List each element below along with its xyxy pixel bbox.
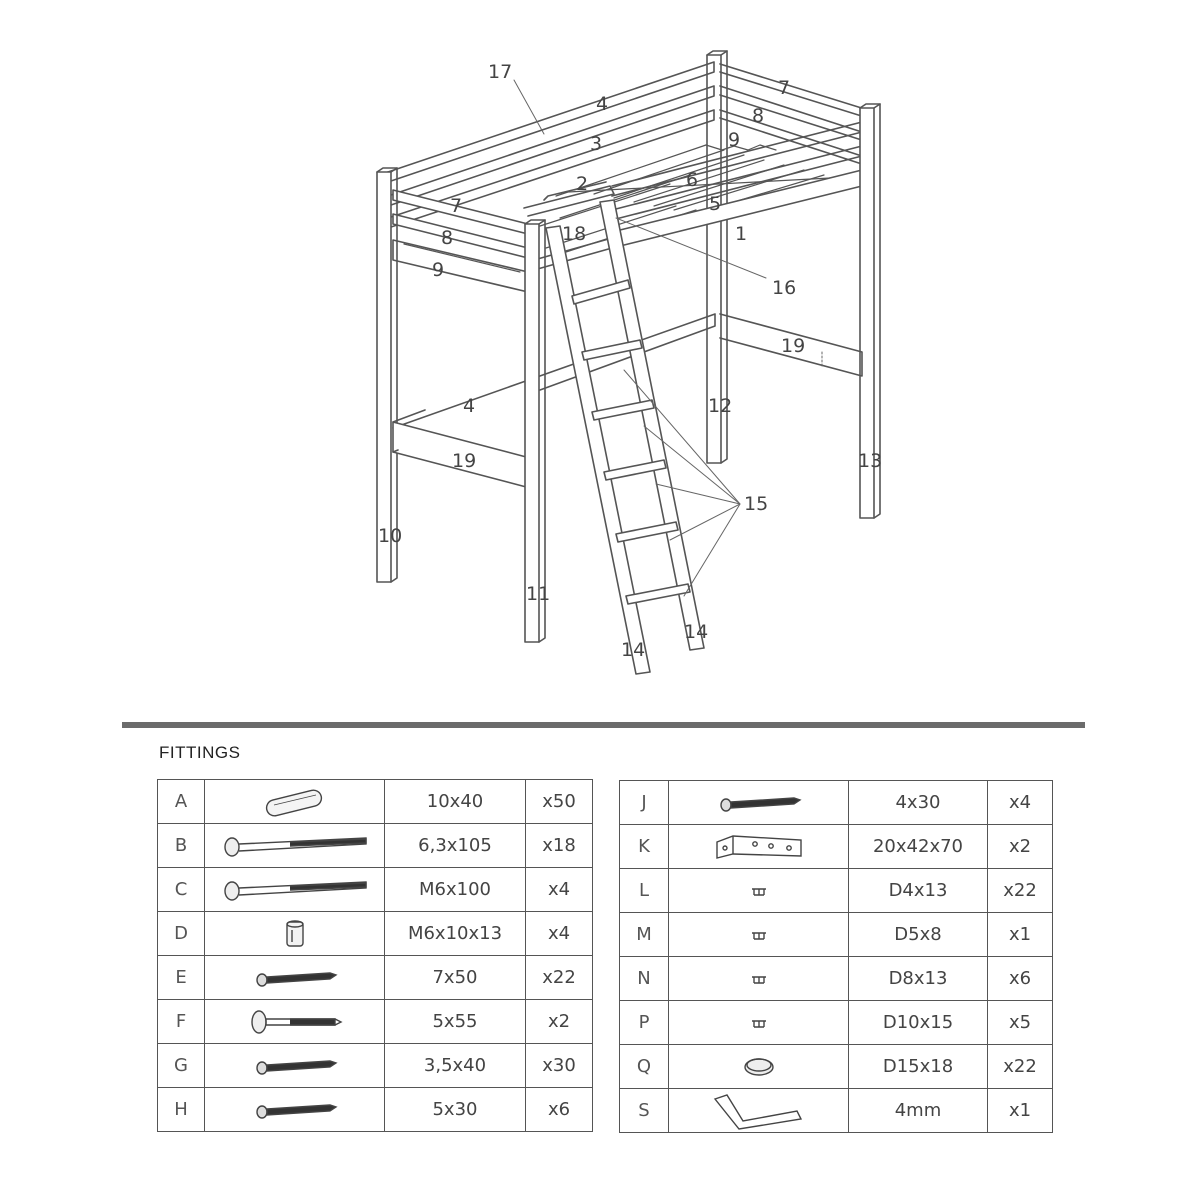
fittings-title: FITTINGS xyxy=(159,743,241,762)
fitting-quantity: x22 xyxy=(988,869,1053,913)
part-label-p4top: 4 xyxy=(596,93,609,115)
cover-cap-icon xyxy=(669,925,848,945)
fitting-size: 4x30 xyxy=(849,781,988,825)
allen-key-icon xyxy=(669,1091,848,1131)
fitting-letter: P xyxy=(620,1001,669,1045)
part-label-p6: 6 xyxy=(686,169,699,191)
fitting-illustration xyxy=(205,868,385,912)
fitting-quantity: x22 xyxy=(988,1045,1053,1089)
fitting-illustration xyxy=(669,869,849,913)
fitting-quantity: x4 xyxy=(988,781,1053,825)
fitting-row xyxy=(620,1001,1053,1045)
part-label-p7left: 7 xyxy=(450,195,463,217)
barrel-nut-icon xyxy=(205,916,384,952)
part-label-p16: 16 xyxy=(772,277,797,299)
part-label-p14left: 14 xyxy=(621,639,646,661)
fitting-letter: S xyxy=(620,1089,669,1133)
fitting-size: 4mm xyxy=(849,1089,988,1133)
fitting-illustration xyxy=(669,1045,849,1089)
fitting-letter: N xyxy=(620,957,669,1001)
screw-icon xyxy=(205,968,384,988)
fitting-row xyxy=(620,1089,1053,1133)
fitting-row xyxy=(158,1000,593,1044)
fitting-quantity: x4 xyxy=(526,868,593,912)
fitting-illustration xyxy=(669,825,849,869)
fitting-size: 7x50 xyxy=(385,956,526,1000)
fitting-quantity: x1 xyxy=(988,1089,1053,1133)
part-label-p9right: 9 xyxy=(728,129,741,151)
fitting-illustration xyxy=(669,913,849,957)
fitting-size: 5x30 xyxy=(385,1088,526,1132)
ladder xyxy=(546,200,704,674)
fitting-letter: F xyxy=(158,1000,205,1044)
fitting-illustration xyxy=(205,912,385,956)
fitting-quantity: x22 xyxy=(526,956,593,1000)
fitting-size: D4x13 xyxy=(849,869,988,913)
fitting-letter: H xyxy=(158,1088,205,1132)
fitting-illustration xyxy=(669,957,849,1001)
fitting-size: D5x8 xyxy=(849,913,988,957)
part-label-p8left: 8 xyxy=(441,227,454,249)
fitting-illustration xyxy=(205,824,385,868)
screw-icon xyxy=(669,793,848,813)
fitting-row xyxy=(158,956,593,1000)
fitting-letter: B xyxy=(158,824,205,868)
part-label-p5: 5 xyxy=(709,193,722,215)
part-label-p11: 11 xyxy=(526,583,551,605)
fitting-size: 10x40 xyxy=(385,780,526,824)
cover-cap-icon xyxy=(669,881,848,901)
fitting-row xyxy=(620,957,1053,1001)
fitting-letter: Q xyxy=(620,1045,669,1089)
fitting-size: D10x15 xyxy=(849,1001,988,1045)
part-label-p3: 3 xyxy=(590,133,603,155)
part-label-p19left: 19 xyxy=(452,450,477,472)
fitting-size: D8x13 xyxy=(849,957,988,1001)
fitting-letter: J xyxy=(620,781,669,825)
fitting-row xyxy=(620,781,1053,825)
fitting-row xyxy=(158,868,593,912)
fitting-size: M6x100 xyxy=(385,868,526,912)
fitting-row xyxy=(620,913,1053,957)
fitting-quantity: x5 xyxy=(988,1001,1053,1045)
fitting-illustration xyxy=(205,1000,385,1044)
fitting-row xyxy=(158,780,593,824)
fitting-quantity: x1 xyxy=(988,913,1053,957)
part-label-p9left: 9 xyxy=(432,259,445,281)
fitting-letter: E xyxy=(158,956,205,1000)
section-divider xyxy=(122,722,1085,728)
fitting-letter: L xyxy=(620,869,669,913)
fitting-quantity: x50 xyxy=(526,780,593,824)
long-bolt-icon xyxy=(205,834,384,858)
ladder-top-rail xyxy=(524,182,614,216)
part-label-p14right: 14 xyxy=(684,621,709,643)
part-label-p17: 17 xyxy=(488,61,513,83)
fitting-illustration xyxy=(205,1044,385,1088)
part-label-p10: 10 xyxy=(378,525,403,547)
screw-icon xyxy=(205,1100,384,1120)
fitting-size: M6x10x13 xyxy=(385,912,526,956)
fitting-quantity: x2 xyxy=(988,825,1053,869)
cover-cap-icon xyxy=(669,969,848,989)
part-label-p12: 12 xyxy=(708,395,733,417)
post-10 xyxy=(377,168,397,582)
part-label-p18: 18 xyxy=(562,223,587,245)
fitting-row xyxy=(620,1045,1053,1089)
part-label-p13: 13 xyxy=(858,450,883,472)
fitting-illustration xyxy=(205,780,385,824)
fitting-illustration xyxy=(669,1001,849,1045)
part-label-p19right: 19 xyxy=(781,335,806,357)
part-label-p2: 2 xyxy=(576,173,589,195)
fitting-row xyxy=(620,825,1053,869)
fitting-letter: M xyxy=(620,913,669,957)
dowel-icon xyxy=(205,787,384,817)
fittings-table-left xyxy=(157,779,593,1132)
part-label-p1: 1 xyxy=(735,223,748,245)
fitting-quantity: x4 xyxy=(526,912,593,956)
fitting-size: 5x55 xyxy=(385,1000,526,1044)
fitting-quantity: x18 xyxy=(526,824,593,868)
fitting-letter: A xyxy=(158,780,205,824)
fitting-letter: G xyxy=(158,1044,205,1088)
fitting-size: D15x18 xyxy=(849,1045,988,1089)
fitting-quantity: x30 xyxy=(526,1044,593,1088)
part-label-p15: 15 xyxy=(744,493,769,515)
fittings-table-right xyxy=(619,780,1053,1133)
long-bolt-icon xyxy=(205,878,384,902)
part-label-p7right: 7 xyxy=(778,77,791,99)
part-label-p4low: 4 xyxy=(463,395,476,417)
fitting-row xyxy=(620,869,1053,913)
screw-icon xyxy=(205,1056,384,1076)
angle-bracket-icon xyxy=(669,830,848,864)
front-long-rails xyxy=(534,122,862,270)
fitting-letter: D xyxy=(158,912,205,956)
fitting-quantity: x2 xyxy=(526,1000,593,1044)
fitting-row xyxy=(158,824,593,868)
fitting-quantity: x6 xyxy=(988,957,1053,1001)
fitting-letter: K xyxy=(620,825,669,869)
fitting-size: 20x42x70 xyxy=(849,825,988,869)
flat-head-screw-icon xyxy=(205,1007,384,1037)
fitting-quantity: x6 xyxy=(526,1088,593,1132)
fitting-letter: C xyxy=(158,868,205,912)
fitting-row xyxy=(158,912,593,956)
cover-cap-icon xyxy=(669,1013,848,1033)
fitting-illustration xyxy=(205,956,385,1000)
fitting-illustration xyxy=(205,1088,385,1132)
fitting-row xyxy=(158,1088,593,1132)
part-label-p8right: 8 xyxy=(752,105,765,127)
felt-pad-icon xyxy=(669,1054,848,1080)
fitting-illustration xyxy=(669,781,849,825)
post-11 xyxy=(525,220,545,642)
fitting-illustration xyxy=(669,1089,849,1133)
fitting-size: 6,3x105 xyxy=(385,824,526,868)
fitting-row xyxy=(158,1044,593,1088)
fitting-size: 3,5x40 xyxy=(385,1044,526,1088)
